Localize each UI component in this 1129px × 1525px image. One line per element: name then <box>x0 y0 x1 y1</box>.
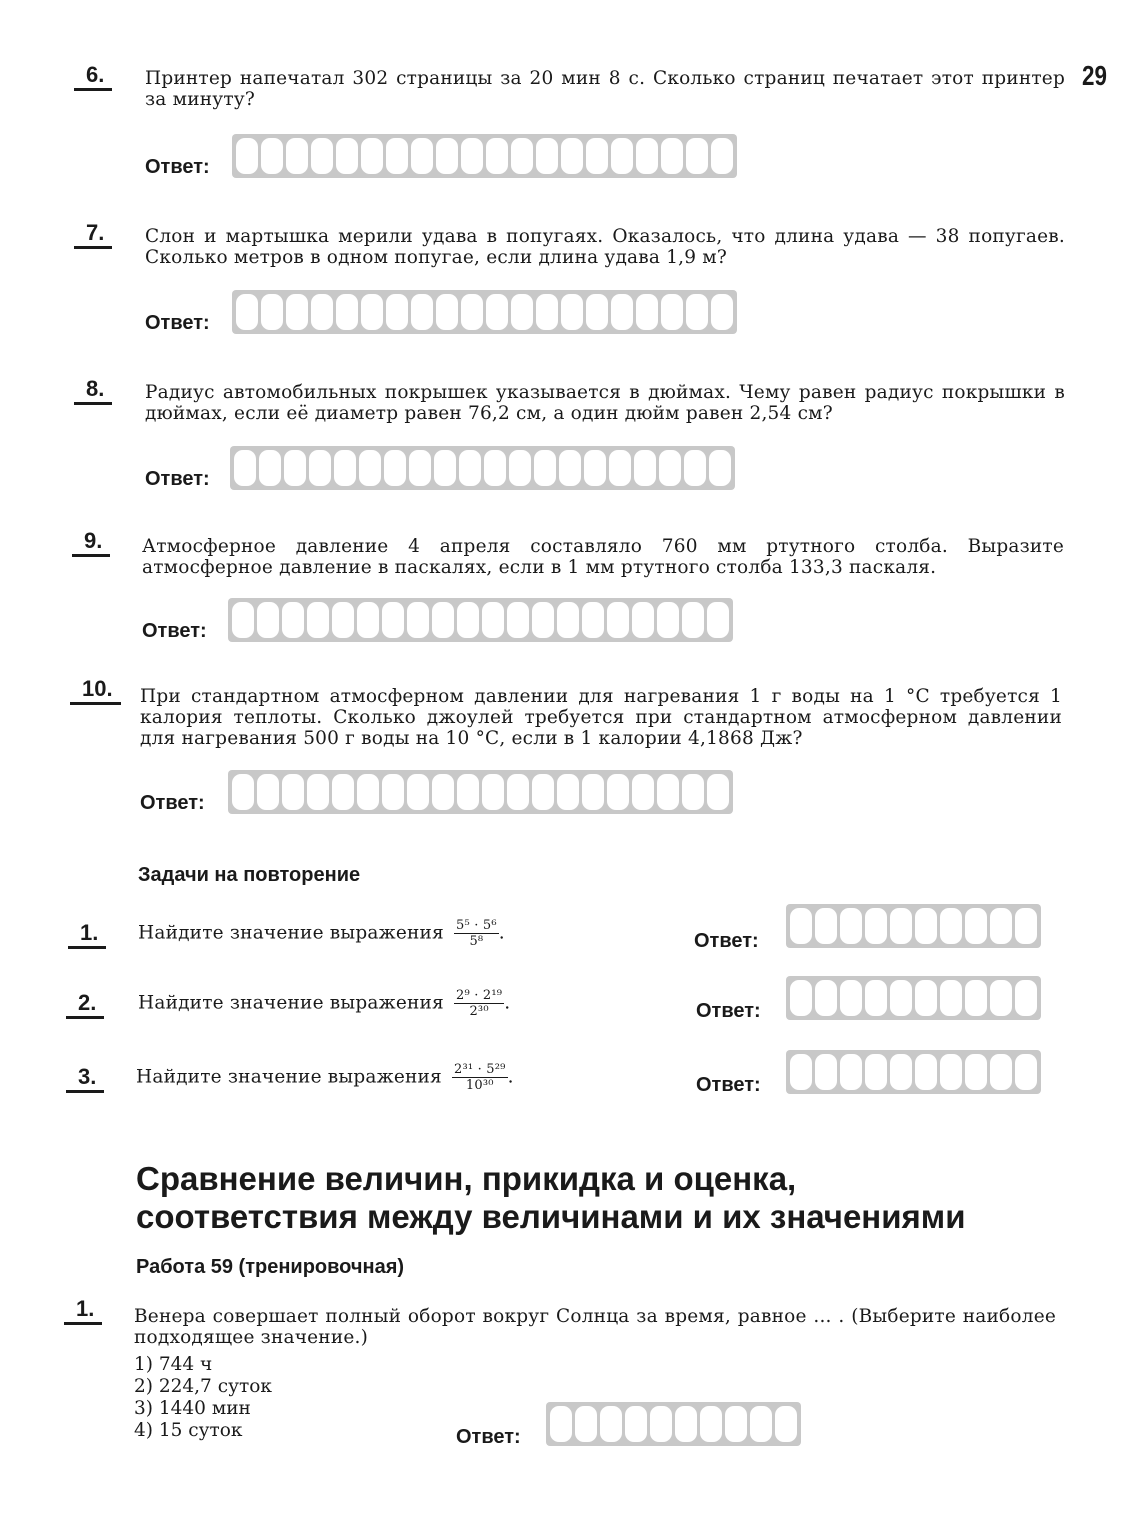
answer-cell[interactable] <box>682 774 704 810</box>
task-number: 6. <box>74 62 112 91</box>
answer-cell[interactable] <box>586 138 608 174</box>
answer-cell[interactable] <box>336 294 358 330</box>
answer-cell[interactable] <box>636 138 658 174</box>
answer-cell[interactable] <box>261 294 283 330</box>
answer-cell[interactable] <box>536 138 558 174</box>
answer-cell[interactable] <box>675 1406 697 1442</box>
answer-cell[interactable] <box>534 450 556 486</box>
answer-label: Ответ: <box>145 312 210 334</box>
task-number: 7. <box>74 220 112 249</box>
answer-cell[interactable] <box>965 980 987 1016</box>
answer-cell[interactable] <box>865 980 887 1016</box>
task-text: Венера совершает полный оборот вокруг Солнца за время, равное ... . (Выберите наиболее подходящее значение.) <box>134 1306 1056 1348</box>
task-text: Найдите значение выражения $\frac{\text{5⁵ · 5⁶}}{\text{5⁸}}$ . <box>138 918 505 949</box>
task-text: При стандартном атмосферном давлении для нагревания 1 г воды на 1 °С требуется 1 калория теплоты. Сколько джоулей требуется при стандартном атмосферном давлении для нагревания 500 г воды на 10 °С, если в 1 калории 4,1868 Дж? <box>140 686 1062 749</box>
answer-cell[interactable] <box>382 774 404 810</box>
fraction <box>454 988 504 1019</box>
answer-cell[interactable] <box>561 138 583 174</box>
answer-cell[interactable] <box>725 1406 747 1442</box>
answer-cell[interactable] <box>357 602 379 638</box>
answer-grid[interactable] <box>230 446 735 490</box>
answer-label: Ответ: <box>142 620 207 642</box>
answer-cell[interactable] <box>257 774 279 810</box>
answer-cell[interactable] <box>790 908 812 944</box>
answer-cell[interactable] <box>550 1406 572 1442</box>
answer-cell[interactable] <box>261 138 283 174</box>
answer-cell[interactable] <box>707 602 729 638</box>
answer-cell[interactable] <box>582 602 604 638</box>
answer-cell[interactable] <box>1015 980 1037 1016</box>
answer-cell[interactable] <box>557 602 579 638</box>
answer-cell[interactable] <box>840 980 862 1016</box>
answer-cell[interactable] <box>411 138 433 174</box>
answer-cell[interactable] <box>686 294 708 330</box>
answer-cell[interactable] <box>507 774 529 810</box>
answer-grid[interactable] <box>546 1402 801 1446</box>
answer-cell[interactable] <box>661 294 683 330</box>
task-number: 9. <box>72 528 110 557</box>
section-heading <box>136 1160 965 1236</box>
task-text: Принтер напечатал 302 страницы за 20 мин 8 с. Сколько страниц печатает этот принтер за минуту? <box>145 68 1065 110</box>
answer-cell[interactable] <box>457 774 479 810</box>
answer-grid[interactable] <box>232 134 737 178</box>
work-title: Работа 59 (тренировочная) <box>136 1256 405 1278</box>
answer-cell[interactable] <box>700 1406 722 1442</box>
numerator: 5⁵ · 5⁶ <box>456 918 497 933</box>
answer-cell[interactable] <box>311 294 333 330</box>
answer-cell[interactable] <box>307 602 329 638</box>
task-number: 2. <box>66 990 104 1019</box>
answer-cell[interactable] <box>607 602 629 638</box>
answer-cell[interactable] <box>484 450 506 486</box>
answer-cell[interactable] <box>286 294 308 330</box>
answer-cell[interactable] <box>711 294 733 330</box>
answer-cell[interactable] <box>990 980 1012 1016</box>
answer-cell[interactable] <box>536 294 558 330</box>
answer-cell[interactable] <box>259 450 281 486</box>
page-number: 29 <box>1082 60 1107 91</box>
answer-grid[interactable] <box>786 976 1041 1020</box>
option-2: 2) 224,7 суток <box>134 1376 272 1397</box>
answer-cell[interactable] <box>890 1054 912 1090</box>
answer-cell[interactable] <box>332 602 354 638</box>
answer-cell[interactable] <box>709 450 731 486</box>
answer-cell[interactable] <box>682 602 704 638</box>
answer-cell[interactable] <box>600 1406 622 1442</box>
answer-cell[interactable] <box>334 450 356 486</box>
answer-cell[interactable] <box>232 774 254 810</box>
answer-cell[interactable] <box>561 294 583 330</box>
answer-cell[interactable] <box>482 774 504 810</box>
answer-cell[interactable] <box>434 450 456 486</box>
answer-grid[interactable] <box>228 770 733 814</box>
answer-cell[interactable] <box>232 602 254 638</box>
task-text: Найдите значение выражения $\frac{\text{2⁹ · 2¹⁹}}{\text{2³⁰}}$ . <box>138 988 511 1019</box>
answer-cell[interactable] <box>915 908 937 944</box>
answer-cell[interactable] <box>659 450 681 486</box>
answer-cell[interactable] <box>815 980 837 1016</box>
answer-cell[interactable] <box>750 1406 772 1442</box>
answer-label: Ответ: <box>696 1074 761 1096</box>
answer-cell[interactable] <box>632 602 654 638</box>
answer-cell[interactable] <box>634 450 656 486</box>
fraction <box>452 1062 508 1093</box>
task-prompt: Найдите значение выражения <box>138 922 444 944</box>
answer-cell[interactable] <box>965 1054 987 1090</box>
task-text: Радиус автомобильных покрышек указывается в дюймах. Чему равен радиус покрышки в дюймах, если её диаметр равен 76,2 см, а один дюйм равен 2,54 см? <box>145 382 1065 424</box>
answer-cell[interactable] <box>890 908 912 944</box>
answer-cell[interactable] <box>840 1054 862 1090</box>
answer-label: Ответ: <box>694 930 759 952</box>
numerator: 2⁹ · 2¹⁹ <box>456 988 503 1003</box>
task-prompt: Найдите значение выражения <box>138 992 444 1014</box>
answer-cell[interactable] <box>990 1054 1012 1090</box>
answer-label: Ответ: <box>145 156 210 178</box>
answer-cell[interactable] <box>307 774 329 810</box>
answer-cell[interactable] <box>482 602 504 638</box>
answer-cell[interactable] <box>461 294 483 330</box>
task-number: 3. <box>66 1064 104 1093</box>
answer-cell[interactable] <box>586 294 608 330</box>
answer-cell[interactable] <box>1015 908 1037 944</box>
answer-label: Ответ: <box>456 1426 521 1448</box>
answer-grid[interactable] <box>228 598 733 642</box>
answer-grid[interactable] <box>786 1050 1041 1094</box>
denominator: 2³⁰ <box>469 1004 489 1019</box>
answer-cell[interactable] <box>507 602 529 638</box>
section-heading-line: Сравнение величин, прикидка и оценка, <box>136 1160 797 1197</box>
task-text: Слон и мартышка мерили удава в попугаях. Оказалось, что длина удава — 38 попугаев. Сколько метров в одном попугае, если длина удава 1,9 м? <box>145 226 1065 268</box>
answer-cell[interactable] <box>461 138 483 174</box>
answer-cell[interactable] <box>661 138 683 174</box>
fraction <box>454 918 499 949</box>
answer-cell[interactable] <box>332 774 354 810</box>
task-number: 1. <box>64 1296 102 1325</box>
option-3: 3) 1440 мин <box>134 1398 251 1419</box>
answer-cell[interactable] <box>384 450 406 486</box>
answer-cell[interactable] <box>632 774 654 810</box>
answer-cell[interactable] <box>707 774 729 810</box>
answer-cell[interactable] <box>940 980 962 1016</box>
task-number: 10. <box>70 676 121 705</box>
answer-cell[interactable] <box>459 450 481 486</box>
answer-cell[interactable] <box>611 294 633 330</box>
option-4: 4) 15 суток <box>134 1420 243 1441</box>
answer-cell[interactable] <box>684 450 706 486</box>
answer-cell[interactable] <box>511 294 533 330</box>
answer-cell[interactable] <box>790 980 812 1016</box>
answer-cell[interactable] <box>607 774 629 810</box>
answer-label: Ответ: <box>696 1000 761 1022</box>
answer-cell[interactable] <box>311 138 333 174</box>
option-1: 1) 744 ч <box>134 1354 213 1375</box>
answer-cell[interactable] <box>557 774 579 810</box>
answer-cell[interactable] <box>282 774 304 810</box>
answer-cell[interactable] <box>407 602 429 638</box>
answer-cell[interactable] <box>890 980 912 1016</box>
review-title: Задачи на повторение <box>138 864 361 886</box>
section-heading-line: соответствия между величинами и их значениями <box>136 1198 966 1235</box>
answer-cell[interactable] <box>865 908 887 944</box>
answer-cell[interactable] <box>532 774 554 810</box>
answer-cell[interactable] <box>915 1054 937 1090</box>
answer-cell[interactable] <box>815 908 837 944</box>
answer-cell[interactable] <box>611 138 633 174</box>
answer-cell[interactable] <box>636 294 658 330</box>
answer-cell[interactable] <box>711 138 733 174</box>
task-text: Атмосферное давление 4 апреля составляло 760 мм ртутного столба. Выразите атмосферное давление в паскалях, если в 1 мм ртутного столба 133,3 паскаля. <box>142 536 1064 578</box>
answer-cell[interactable] <box>382 602 404 638</box>
answer-cell[interactable] <box>432 602 454 638</box>
answer-cell[interactable] <box>582 774 604 810</box>
answer-cell[interactable] <box>609 450 631 486</box>
answer-cell[interactable] <box>234 450 256 486</box>
answer-cell[interactable] <box>940 908 962 944</box>
numerator: 2³¹ · 5²⁹ <box>454 1062 506 1077</box>
answer-cell[interactable] <box>840 908 862 944</box>
answer-cell[interactable] <box>657 602 679 638</box>
answer-cell[interactable] <box>336 138 358 174</box>
answer-cell[interactable] <box>409 450 431 486</box>
answer-cell[interactable] <box>236 294 258 330</box>
answer-cell[interactable] <box>436 138 458 174</box>
answer-cell[interactable] <box>650 1406 672 1442</box>
answer-cell[interactable] <box>284 450 306 486</box>
answer-cell[interactable] <box>990 908 1012 944</box>
answer-cell[interactable] <box>357 774 379 810</box>
answer-cell[interactable] <box>865 1054 887 1090</box>
answer-cell[interactable] <box>790 1054 812 1090</box>
denominator: 5⁸ <box>469 934 484 949</box>
answer-cell[interactable] <box>411 294 433 330</box>
answer-cell[interactable] <box>432 774 454 810</box>
answer-cell[interactable] <box>511 138 533 174</box>
answer-cell[interactable] <box>509 450 531 486</box>
answer-cell[interactable] <box>486 294 508 330</box>
task-prompt: Найдите значение выражения <box>136 1066 442 1088</box>
answer-cell[interactable] <box>386 294 408 330</box>
answer-label: Ответ: <box>145 468 210 490</box>
answer-cell[interactable] <box>436 294 458 330</box>
answer-cell[interactable] <box>361 138 383 174</box>
answer-cell[interactable] <box>686 138 708 174</box>
answer-cell[interactable] <box>257 602 279 638</box>
answer-grid[interactable] <box>232 290 737 334</box>
answer-cell[interactable] <box>486 138 508 174</box>
answer-label: Ответ: <box>140 792 205 814</box>
answer-cell[interactable] <box>359 450 381 486</box>
task-number: 8. <box>74 376 112 405</box>
answer-cell[interactable] <box>309 450 331 486</box>
answer-cell[interactable] <box>625 1406 647 1442</box>
answer-cell[interactable] <box>657 774 679 810</box>
answer-cell[interactable] <box>965 908 987 944</box>
answer-cell[interactable] <box>940 1054 962 1090</box>
answer-cell[interactable] <box>915 980 937 1016</box>
answer-cell[interactable] <box>286 138 308 174</box>
task-text: Найдите значение выражения $\frac{\text{2³¹ · 5²⁹}}{\text{10³⁰}}$ . <box>136 1062 514 1093</box>
answer-cell[interactable] <box>282 602 304 638</box>
answer-cell[interactable] <box>457 602 479 638</box>
answer-cell[interactable] <box>584 450 606 486</box>
answer-cell[interactable] <box>386 138 408 174</box>
options-list <box>134 1354 272 1442</box>
answer-cell[interactable] <box>532 602 554 638</box>
answer-cell[interactable] <box>775 1406 797 1442</box>
answer-cell[interactable] <box>361 294 383 330</box>
answer-cell[interactable] <box>815 1054 837 1090</box>
denominator: 10³⁰ <box>465 1078 494 1093</box>
answer-cell[interactable] <box>407 774 429 810</box>
answer-cell[interactable] <box>575 1406 597 1442</box>
answer-cell[interactable] <box>236 138 258 174</box>
task-number: 1. <box>68 920 106 949</box>
answer-cell[interactable] <box>559 450 581 486</box>
answer-cell[interactable] <box>1015 1054 1037 1090</box>
answer-grid[interactable] <box>786 904 1041 948</box>
